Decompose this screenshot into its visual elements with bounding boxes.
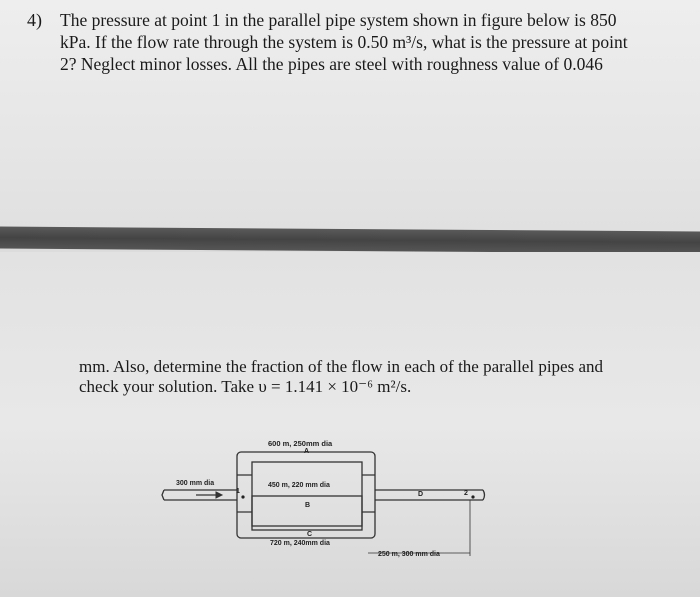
pipe-a-letter: A — [304, 448, 310, 455]
point-1-label: 1 — [236, 488, 240, 495]
pipe-d-letter: D — [418, 491, 424, 498]
right-junction — [362, 475, 375, 512]
question-number: 4) — [27, 10, 42, 30]
inlet-label: 300 mm dia — [176, 480, 215, 487]
question-line-1: The pressure at point 1 in the parallel pipe system shown in figure below is 850 — [60, 10, 617, 30]
outlet-pipe-end — [483, 490, 485, 500]
question-continuation-2: check your solution. Take υ = 1.141 × 10⁻⁶ m²/s. — [79, 377, 412, 396]
pipe-b-label: 450 m, 220 mm dia — [268, 482, 330, 489]
question-line-2: kPa. If the flow rate through the system is 0.50 m³/s, what is the pressure at point — [60, 32, 628, 52]
outlet-label: 250 m, 300 mm dia — [378, 551, 440, 558]
pipe-c-letter: C — [307, 531, 313, 538]
flow-arrow — [196, 492, 222, 498]
question-continuation-1: mm. Also, determine the fraction of the flow in each of the parallel pipes and — [79, 357, 603, 376]
point-2-marker — [471, 495, 474, 498]
pipe-b-outline — [252, 462, 362, 526]
point-2-label: 2 — [464, 490, 468, 497]
pipe-c-label: 720 m, 240mm dia — [270, 540, 330, 547]
question-line-3: 2? Neglect minor losses. All the pipes are steel with roughness value of 0.046 — [60, 54, 603, 74]
inlet-pipe-end — [162, 490, 164, 500]
pipe-a-label: 600 m, 250mm dia — [268, 439, 333, 448]
outlet-dimension-line — [368, 500, 470, 556]
point-1-marker — [241, 495, 244, 498]
pipe-b-letter: B — [305, 502, 311, 509]
pipe-a-loop — [237, 452, 375, 538]
